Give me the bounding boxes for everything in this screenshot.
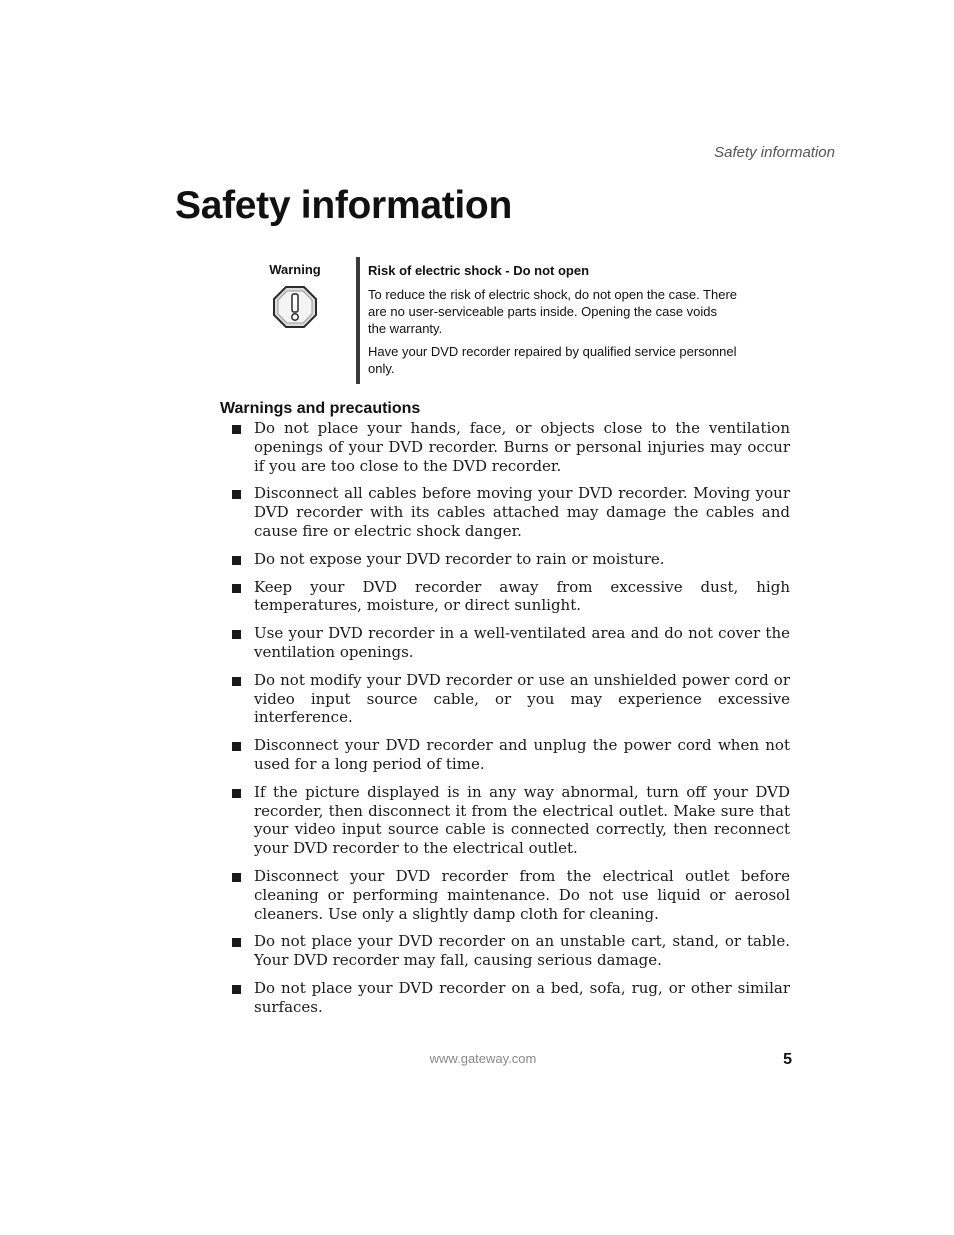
list-item bbox=[230, 736, 790, 774]
square-bullet-icon bbox=[232, 677, 241, 686]
list-item bbox=[230, 419, 790, 475]
square-bullet-icon bbox=[232, 985, 241, 994]
list-item bbox=[230, 624, 790, 662]
warning-divider bbox=[356, 257, 360, 384]
square-bullet-icon bbox=[232, 873, 241, 882]
square-bullet-icon bbox=[232, 630, 241, 639]
page-number: 5 bbox=[783, 1051, 792, 1068]
exclamation-octagon-icon bbox=[272, 285, 318, 329]
list-item bbox=[230, 979, 790, 1017]
list-item-text: Do not place your DVD recorder on an unstable cart, stand, or table. Your DVD recorder may fall, causing serious damage. bbox=[254, 932, 790, 970]
list-item bbox=[230, 578, 790, 616]
warning-paragraph: To reduce the risk of electric shock, do not open the case. There are no user-serviceable parts inside. Opening the case voids the warranty. bbox=[368, 287, 738, 336]
warning-label: Warning bbox=[269, 262, 321, 277]
square-bullet-icon bbox=[232, 425, 241, 434]
precautions-list bbox=[230, 419, 790, 1026]
list-item bbox=[230, 783, 790, 858]
list-item-text: If the picture displayed is in any way abnormal, turn off your DVD recorder, then disconnect it from the electrical outlet. Make sure that your video input source cable is connected correctly, then reconnect your DVD recorder to the electrical outlet. bbox=[254, 782, 790, 858]
list-item bbox=[230, 671, 790, 727]
list-item-text: Do not place your hands, face, or objects close to the ventilation openings of your DVD recorder. Burns or personal injuries may occur if you are too close to the DVD recorder. bbox=[254, 419, 790, 475]
list-item-text: Do not expose your DVD recorder to rain or moisture. bbox=[254, 549, 665, 568]
square-bullet-icon bbox=[232, 584, 241, 593]
warning-content bbox=[368, 262, 738, 383]
footer-url-link[interactable]: www.gateway.com bbox=[429, 1051, 537, 1066]
square-bullet-icon bbox=[232, 742, 241, 751]
square-bullet-icon bbox=[232, 938, 241, 947]
square-bullet-icon bbox=[232, 490, 241, 499]
list-item-text: Disconnect all cables before moving your DVD recorder. Moving your DVD recorder with its cables attached may damage the cables and cause fire or electric shock danger. bbox=[254, 484, 790, 540]
list-item-text: Disconnect your DVD recorder from the electrical outlet before cleaning or performing maintenance. Do not use liquid or aerosol cleaners. Use only a slightly damp cloth for cleaning. bbox=[254, 866, 790, 923]
running-header: Safety information bbox=[714, 144, 835, 161]
list-item-text: Use your DVD recorder in a well-ventilated area and do not cover the ventilation openings. bbox=[254, 624, 790, 661]
list-item-text: Do not place your DVD recorder on a bed, sofa, rug, or other similar surfaces. bbox=[254, 978, 790, 1016]
warning-paragraph: Have your DVD recorder repaired by qualified service personnel only. bbox=[368, 344, 737, 376]
list-item bbox=[230, 867, 790, 923]
warning-title: Risk of electric shock - Do not open bbox=[368, 263, 590, 278]
list-item-text: Do not modify your DVD recorder or use an unshielded power cord or video input source cable, or you may experience excessive interference. bbox=[254, 670, 790, 727]
square-bullet-icon bbox=[232, 789, 241, 798]
list-item bbox=[230, 484, 790, 540]
list-item bbox=[230, 932, 790, 970]
list-item-text: Keep your DVD recorder away from excessive dust, high temperatures, moisture, or direct sunlight. bbox=[254, 577, 790, 615]
list-item bbox=[230, 550, 790, 569]
page-title: Safety information bbox=[175, 184, 512, 227]
square-bullet-icon bbox=[232, 556, 241, 565]
list-item-text: Disconnect your DVD recorder and unplug the power cord when not used for a long period of time. bbox=[254, 736, 790, 773]
section-heading: Warnings and precautions bbox=[220, 400, 421, 417]
